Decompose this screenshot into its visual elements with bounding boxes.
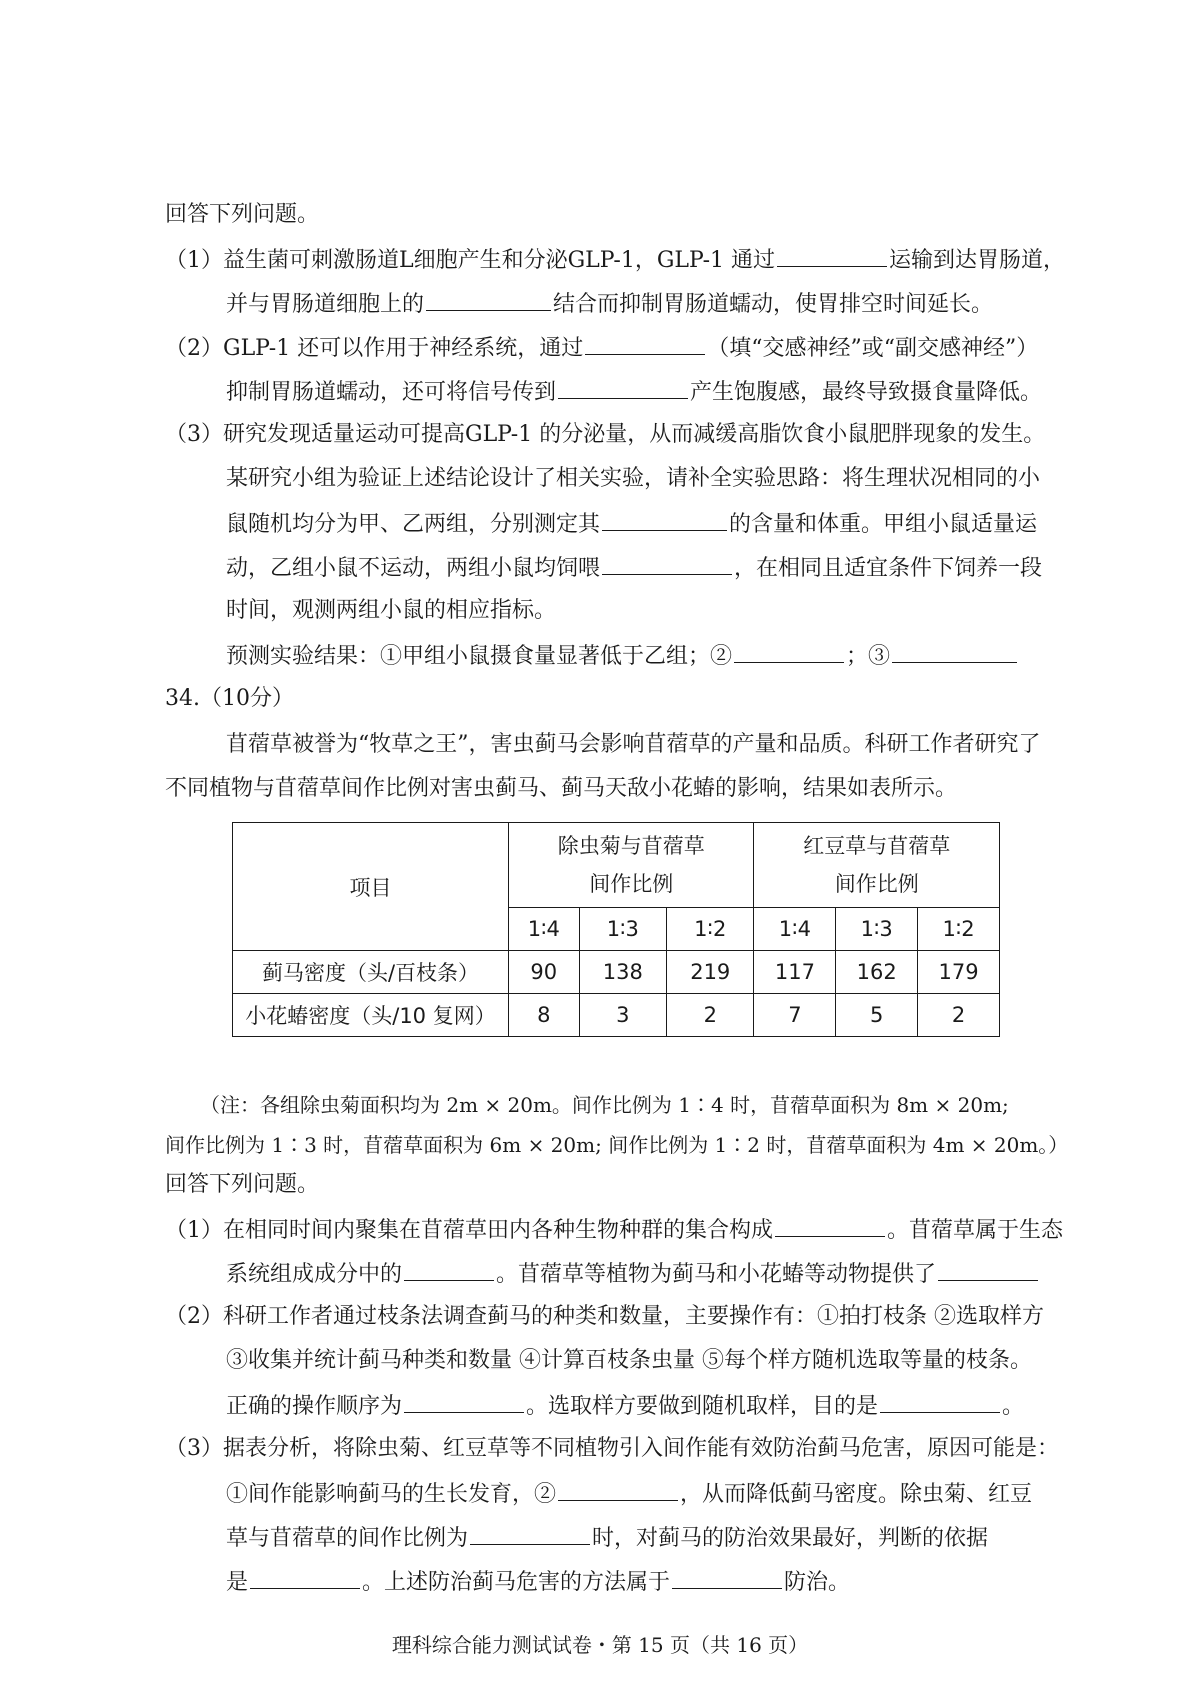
- table-cell: 8: [509, 994, 580, 1037]
- q34-answer-intro: 回答下列问题。: [165, 1172, 320, 1197]
- answer-blank[interactable]: [602, 508, 727, 531]
- q33-p1-line2: 并与胃肠道细胞上的 结合而抑制胃肠道蠕动，使胃排空时间延长。: [226, 288, 993, 318]
- table-cell: 117: [754, 951, 836, 994]
- table-cell: 2: [918, 994, 1000, 1037]
- table-row: [233, 951, 1000, 994]
- ratio-cell: 1∶4: [754, 908, 836, 951]
- answer-blank[interactable]: [404, 1390, 524, 1413]
- q34-intro-line1: 苜蓿草被誉为“牧草之王”，害虫蓟马会影响苜蓿草的产量和品质。科研工作者研究了: [226, 732, 1041, 757]
- q33-p3-line3: 鼠随机均分为甲、乙两组，分别测定其 的含量和体重。甲组小鼠适量运: [226, 508, 1037, 538]
- ratio-cell: 1∶2: [667, 908, 754, 951]
- q34-p2-line3: 正确的操作顺序为 。选取样方要做到随机取样，目的是 。: [226, 1390, 1024, 1420]
- ratio-cell: 1∶3: [579, 908, 666, 951]
- table-note-line2: 间作比例为 1∶3 时，苜蓿草面积为 6m × 20m; 间作比例为 1∶2 时，苜蓿草面积为 4m × 20m。）: [165, 1133, 1069, 1157]
- answer-blank[interactable]: [880, 1390, 1000, 1413]
- answer-blank[interactable]: [585, 332, 705, 355]
- q33-p3-line5: 时间，观测两组小鼠的相应指标。: [226, 598, 557, 623]
- table-header-group1: 除虫菊与苜蓿草 间作比例: [509, 823, 754, 908]
- table-cell: 5: [836, 994, 918, 1037]
- table-cell: 138: [579, 951, 666, 994]
- answer-blank[interactable]: [892, 640, 1017, 663]
- ratio-cell: 1∶3: [836, 908, 918, 951]
- q33-p1-line1: （1）益生菌可刺激肠道L细胞产生和分泌GLP-1，GLP-1 通过 运输到达胃肠道，: [165, 244, 1065, 274]
- q34-p3-line1: （3）据表分析，将除虫菊、红豆草等不同植物引入间作能有效防治蓟马危害，原因可能是：: [165, 1436, 1060, 1461]
- answer-blank[interactable]: [558, 1478, 678, 1501]
- q33-p2-line1: （2）GLP-1 还可以作用于神经系统，通过 （填“交感神经”或“副交感神经”）: [165, 332, 1038, 362]
- q34-p1-line2: 系统组成成分中的 。苜蓿草等植物为蓟马和小花蝽等动物提供了: [226, 1258, 1040, 1288]
- answer-blank[interactable]: [470, 1522, 590, 1545]
- row-label: 蓟马密度（头/百枝条）: [233, 951, 509, 994]
- answer-blank[interactable]: [602, 552, 732, 575]
- ratio-cell: 1∶4: [509, 908, 580, 951]
- q34-p1-line1: （1）在相同时间内聚集在苜蓿草田内各种生物种群的集合构成 。苜蓿草属于生态: [165, 1214, 1063, 1244]
- table-cell: 219: [667, 951, 754, 994]
- answer-blank[interactable]: [426, 288, 551, 311]
- q33-p3-line2: 某研究小组为验证上述结论设计了相关实验，请补全实验思路：将生理状况相同的小: [226, 466, 1041, 491]
- answer-blank[interactable]: [404, 1258, 494, 1281]
- answer-blank[interactable]: [250, 1566, 360, 1589]
- q34-intro-line2: 不同植物与苜蓿草间作比例对害虫蓟马、蓟马天敌小花蝽的影响，结果如表所示。: [165, 776, 958, 801]
- q33-p3-line1: （3）研究发现适量运动可提高GLP-1 的分泌量，从而减缓高脂饮食小鼠肥胖现象的发生。: [165, 422, 1046, 447]
- table-cell: 162: [836, 951, 918, 994]
- answer-blank[interactable]: [777, 244, 887, 267]
- table-row: [233, 994, 1000, 1037]
- ratio-cell: 1∶2: [918, 908, 1000, 951]
- answer-blank[interactable]: [775, 1214, 885, 1237]
- answer-blank[interactable]: [938, 1258, 1038, 1281]
- q33-p3-line4: 动，乙组小鼠不运动，两组小鼠均饲喂 ，在相同且适宜条件下饲养一段: [226, 552, 1042, 582]
- table-cell: 2: [667, 994, 754, 1037]
- intro-text: 回答下列问题。: [165, 202, 320, 227]
- page-footer: 理科综合能力测试试卷・第 15 页（共 16 页）: [391, 1633, 809, 1657]
- row-label: 小花蝽密度（头/10 复网）: [233, 994, 509, 1037]
- table-header-item: 项目: [233, 823, 509, 951]
- q34-p3-line4: 是 。上述防治蓟马危害的方法属于 防治。: [226, 1566, 850, 1596]
- q33-p3-line6: 预测实验结果：①甲组小鼠摄食量显著低于乙组；② ；③: [226, 640, 1019, 670]
- table-note-line1: （注：各组除虫菊面积均为 2m × 20m。间作比例为 1∶4 时，苜蓿草面积为 8m × 20m;: [200, 1093, 1009, 1117]
- answer-blank[interactable]: [734, 640, 844, 663]
- q34-header: 34.（10分）: [165, 686, 294, 711]
- q34-p3-line3: 草与苜蓿草的间作比例为 时，对蓟马的防治效果最好，判断的依据: [226, 1522, 988, 1552]
- q34-p2-line1: （2）科研工作者通过枝条法调查蓟马的种类和数量，主要操作有：①拍打枝条 ②选取样方: [165, 1304, 1044, 1329]
- table-cell: 3: [579, 994, 666, 1037]
- table-cell: 7: [754, 994, 836, 1037]
- answer-blank[interactable]: [672, 1566, 782, 1589]
- table-cell: 90: [509, 951, 580, 994]
- table-cell: 179: [918, 951, 1000, 994]
- table-header-group2: 红豆草与苜蓿草 间作比例: [754, 823, 1000, 908]
- data-table: [232, 822, 1000, 1037]
- q34-p2-line2: ③收集并统计蓟马种类和数量 ④计算百枝条虫量 ⑤每个样方随机选取等量的枝条。: [226, 1348, 1032, 1373]
- q33-p2-line2: 抑制胃肠道蠕动，还可将信号传到 产生饱腹感，最终导致摄食量降低。: [226, 376, 1042, 406]
- answer-blank[interactable]: [558, 376, 688, 399]
- q34-p3-line2: ①间作能影响蓟马的生长发育，② ，从而降低蓟马密度。除虫菊、红豆: [226, 1478, 1032, 1508]
